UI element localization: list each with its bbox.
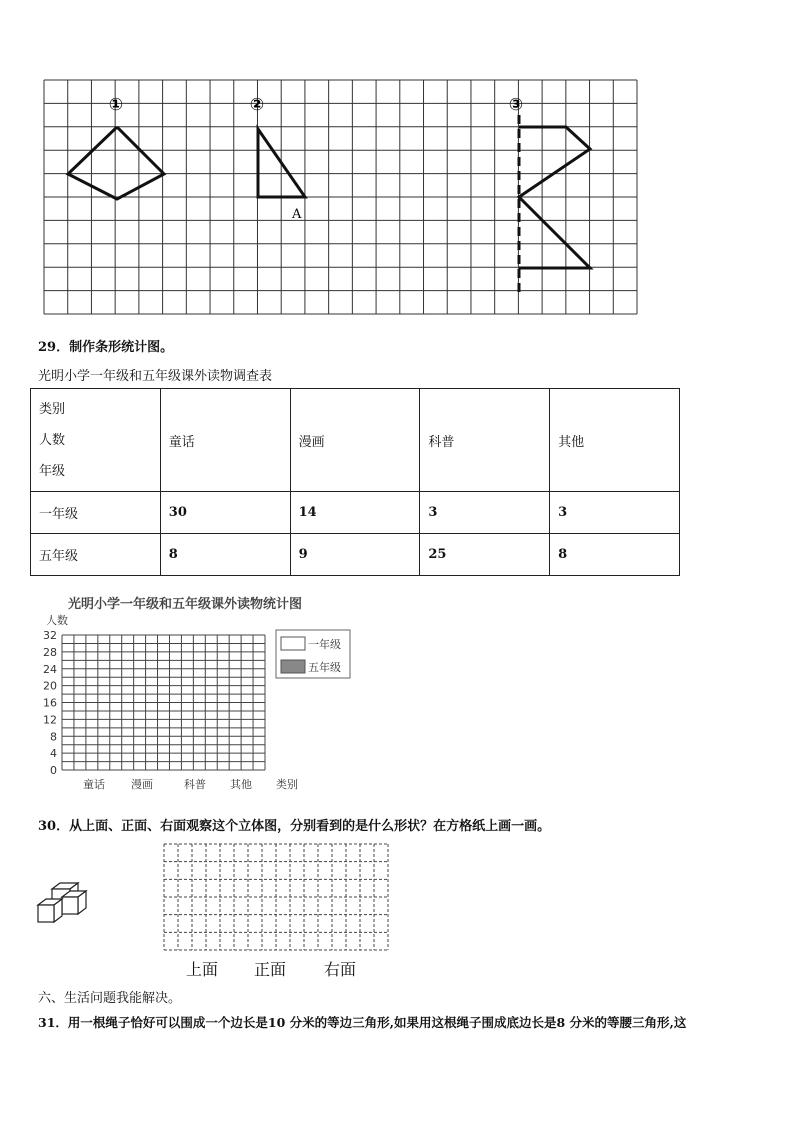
header-corner-cell (31, 389, 161, 492)
header-category: 其他 (550, 389, 680, 492)
view-label-front: 正面 (254, 960, 287, 979)
cube-stack-figure (34, 880, 94, 930)
blank-bar-chart (0, 610, 400, 795)
q30-title: 30．从上面、正面、右面观察这个立体图，分别看到的是什么形状？在方格纸上画一画。 (38, 819, 551, 834)
row-grade: 一年级 (31, 492, 161, 534)
y-tick-label: 20 (43, 679, 57, 693)
y-tick-label: 4 (50, 747, 57, 761)
y-tick-label: 8 (50, 730, 57, 744)
shape-number-label: ③ (508, 95, 524, 115)
chart-title: 光明小学一年级和五年级课外读物统计图 (68, 597, 303, 612)
legend-label-grade5: 五年级 (308, 661, 341, 674)
view-label-right: 右面 (324, 960, 357, 979)
x-tick-label: 漫画 (131, 778, 153, 791)
header-corner-grade: 年级 (39, 463, 66, 479)
y-tick-label: 12 (43, 713, 57, 727)
x-tick-label: 其他 (230, 778, 252, 791)
table-cell: 25 (420, 534, 550, 576)
y-tick-label: 0 (50, 764, 57, 777)
y-tick-label: 16 (43, 696, 57, 710)
header-category: 科普 (420, 389, 550, 492)
table-row (31, 534, 680, 576)
shape-number-label: ① (108, 95, 124, 115)
view-label-top: 上面 (186, 960, 219, 979)
table-cell: 8 (550, 534, 680, 576)
point-a-label: A (292, 207, 302, 222)
shape-number-label: ② (249, 95, 265, 115)
shape-1-kite (68, 127, 164, 199)
table-cell: 3 (550, 492, 680, 534)
table-caption: 光明小学一年级和五年级课外读物调查表 (38, 369, 273, 384)
legend-label-grade1: 一年级 (308, 638, 341, 651)
header-category: 童话 (160, 389, 290, 492)
section-6-title: 六、生活问题我能解决。 (38, 991, 182, 1006)
dotted-grid-paper (160, 840, 395, 955)
row-grade: 五年级 (31, 534, 161, 576)
header-category: 漫画 (290, 389, 420, 492)
y-tick-label: 24 (43, 662, 57, 676)
table-cell: 30 (160, 492, 290, 534)
y-tick-label: 32 (43, 629, 57, 642)
chart-xlabel: 类别 (276, 778, 298, 791)
x-tick-label: 科普 (184, 778, 206, 791)
table-cell: 9 (290, 534, 420, 576)
table-cell: 14 (290, 492, 420, 534)
chart-ylabel: 人数 (46, 614, 68, 627)
q29-title: 29．制作条形统计图。 (38, 340, 174, 355)
header-corner-count: 人数 (39, 432, 66, 448)
table-cell: 3 (420, 492, 550, 534)
legend-swatch-grade1 (281, 637, 305, 650)
legend-swatch-grade5 (281, 660, 305, 673)
q31-title: 31．用一根绳子恰好可以围成一个边长是10 分米的等边三角形,如果用这根绳子围成底边长是8 分米的等腰三角形,这 (38, 1015, 687, 1030)
header-corner-category: 类别 (39, 401, 66, 417)
table-row (31, 492, 680, 534)
shapes-grid-figure (0, 0, 794, 330)
y-tick-label: 28 (43, 645, 57, 659)
survey-table (30, 388, 680, 576)
table-cell: 8 (160, 534, 290, 576)
x-tick-label: 童话 (83, 778, 105, 791)
